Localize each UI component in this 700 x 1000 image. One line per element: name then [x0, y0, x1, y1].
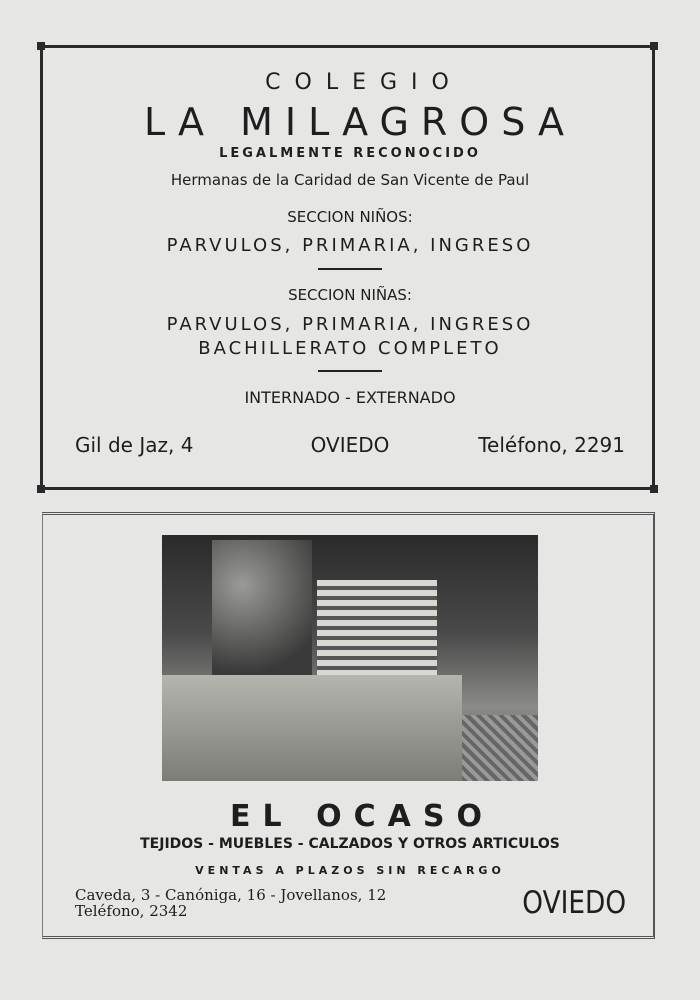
corner-ornament — [650, 42, 658, 50]
colegio-overline: COLEGIO — [265, 70, 463, 95]
boarding-options: INTERNADO - EXTERNADO — [244, 388, 456, 407]
colegio-order: Hermanas de la Caridad de San Vicente de Paul — [170, 171, 530, 189]
colegio-recognition: LEGALMENTE RECONOCIDO — [219, 146, 481, 161]
ocaso-products: TEJIDOS - MUEBLES - CALZADOS Y OTROS ARTICULOS — [140, 836, 560, 852]
divider — [318, 370, 382, 372]
divider — [318, 268, 382, 270]
tiled-floor — [462, 715, 538, 781]
colegio-address: Gil de Jaz, 4 — [75, 433, 194, 457]
colegio-phone: Teléfono, 2291 — [478, 433, 625, 457]
boys-section-levels: PARVULOS, PRIMARIA, INGRESO — [166, 235, 534, 256]
shop-counter — [162, 675, 462, 781]
girls-section-extra: BACHILLERATO COMPLETO — [198, 338, 502, 359]
girls-section-heading: SECCION NIÑAS: — [288, 286, 412, 304]
corner-ornament — [37, 42, 45, 50]
fabric-rolls — [212, 540, 312, 690]
colegio-name: LA MILAGROSA — [143, 100, 577, 144]
corner-ornament — [650, 485, 658, 493]
store-interior-photo — [162, 535, 538, 781]
boys-section-heading: SECCION NIÑOS: — [287, 208, 413, 226]
ocaso-phone: Teléfono, 2342 — [75, 902, 188, 920]
ocaso-terms: VENTAS A PLAZOS SIN RECARGO — [195, 864, 505, 877]
girls-section-levels: PARVULOS, PRIMARIA, INGRESO — [166, 314, 534, 335]
shelves — [317, 580, 437, 675]
ocaso-address: Caveda, 3 - Canóniga, 16 - Jovellanos, 12 — [75, 886, 387, 904]
corner-ornament — [37, 485, 45, 493]
colegio-city: OVIEDO — [310, 433, 390, 457]
ocaso-name: EL OCASO — [230, 799, 494, 834]
ocaso-city: OVIEDO — [522, 885, 626, 921]
